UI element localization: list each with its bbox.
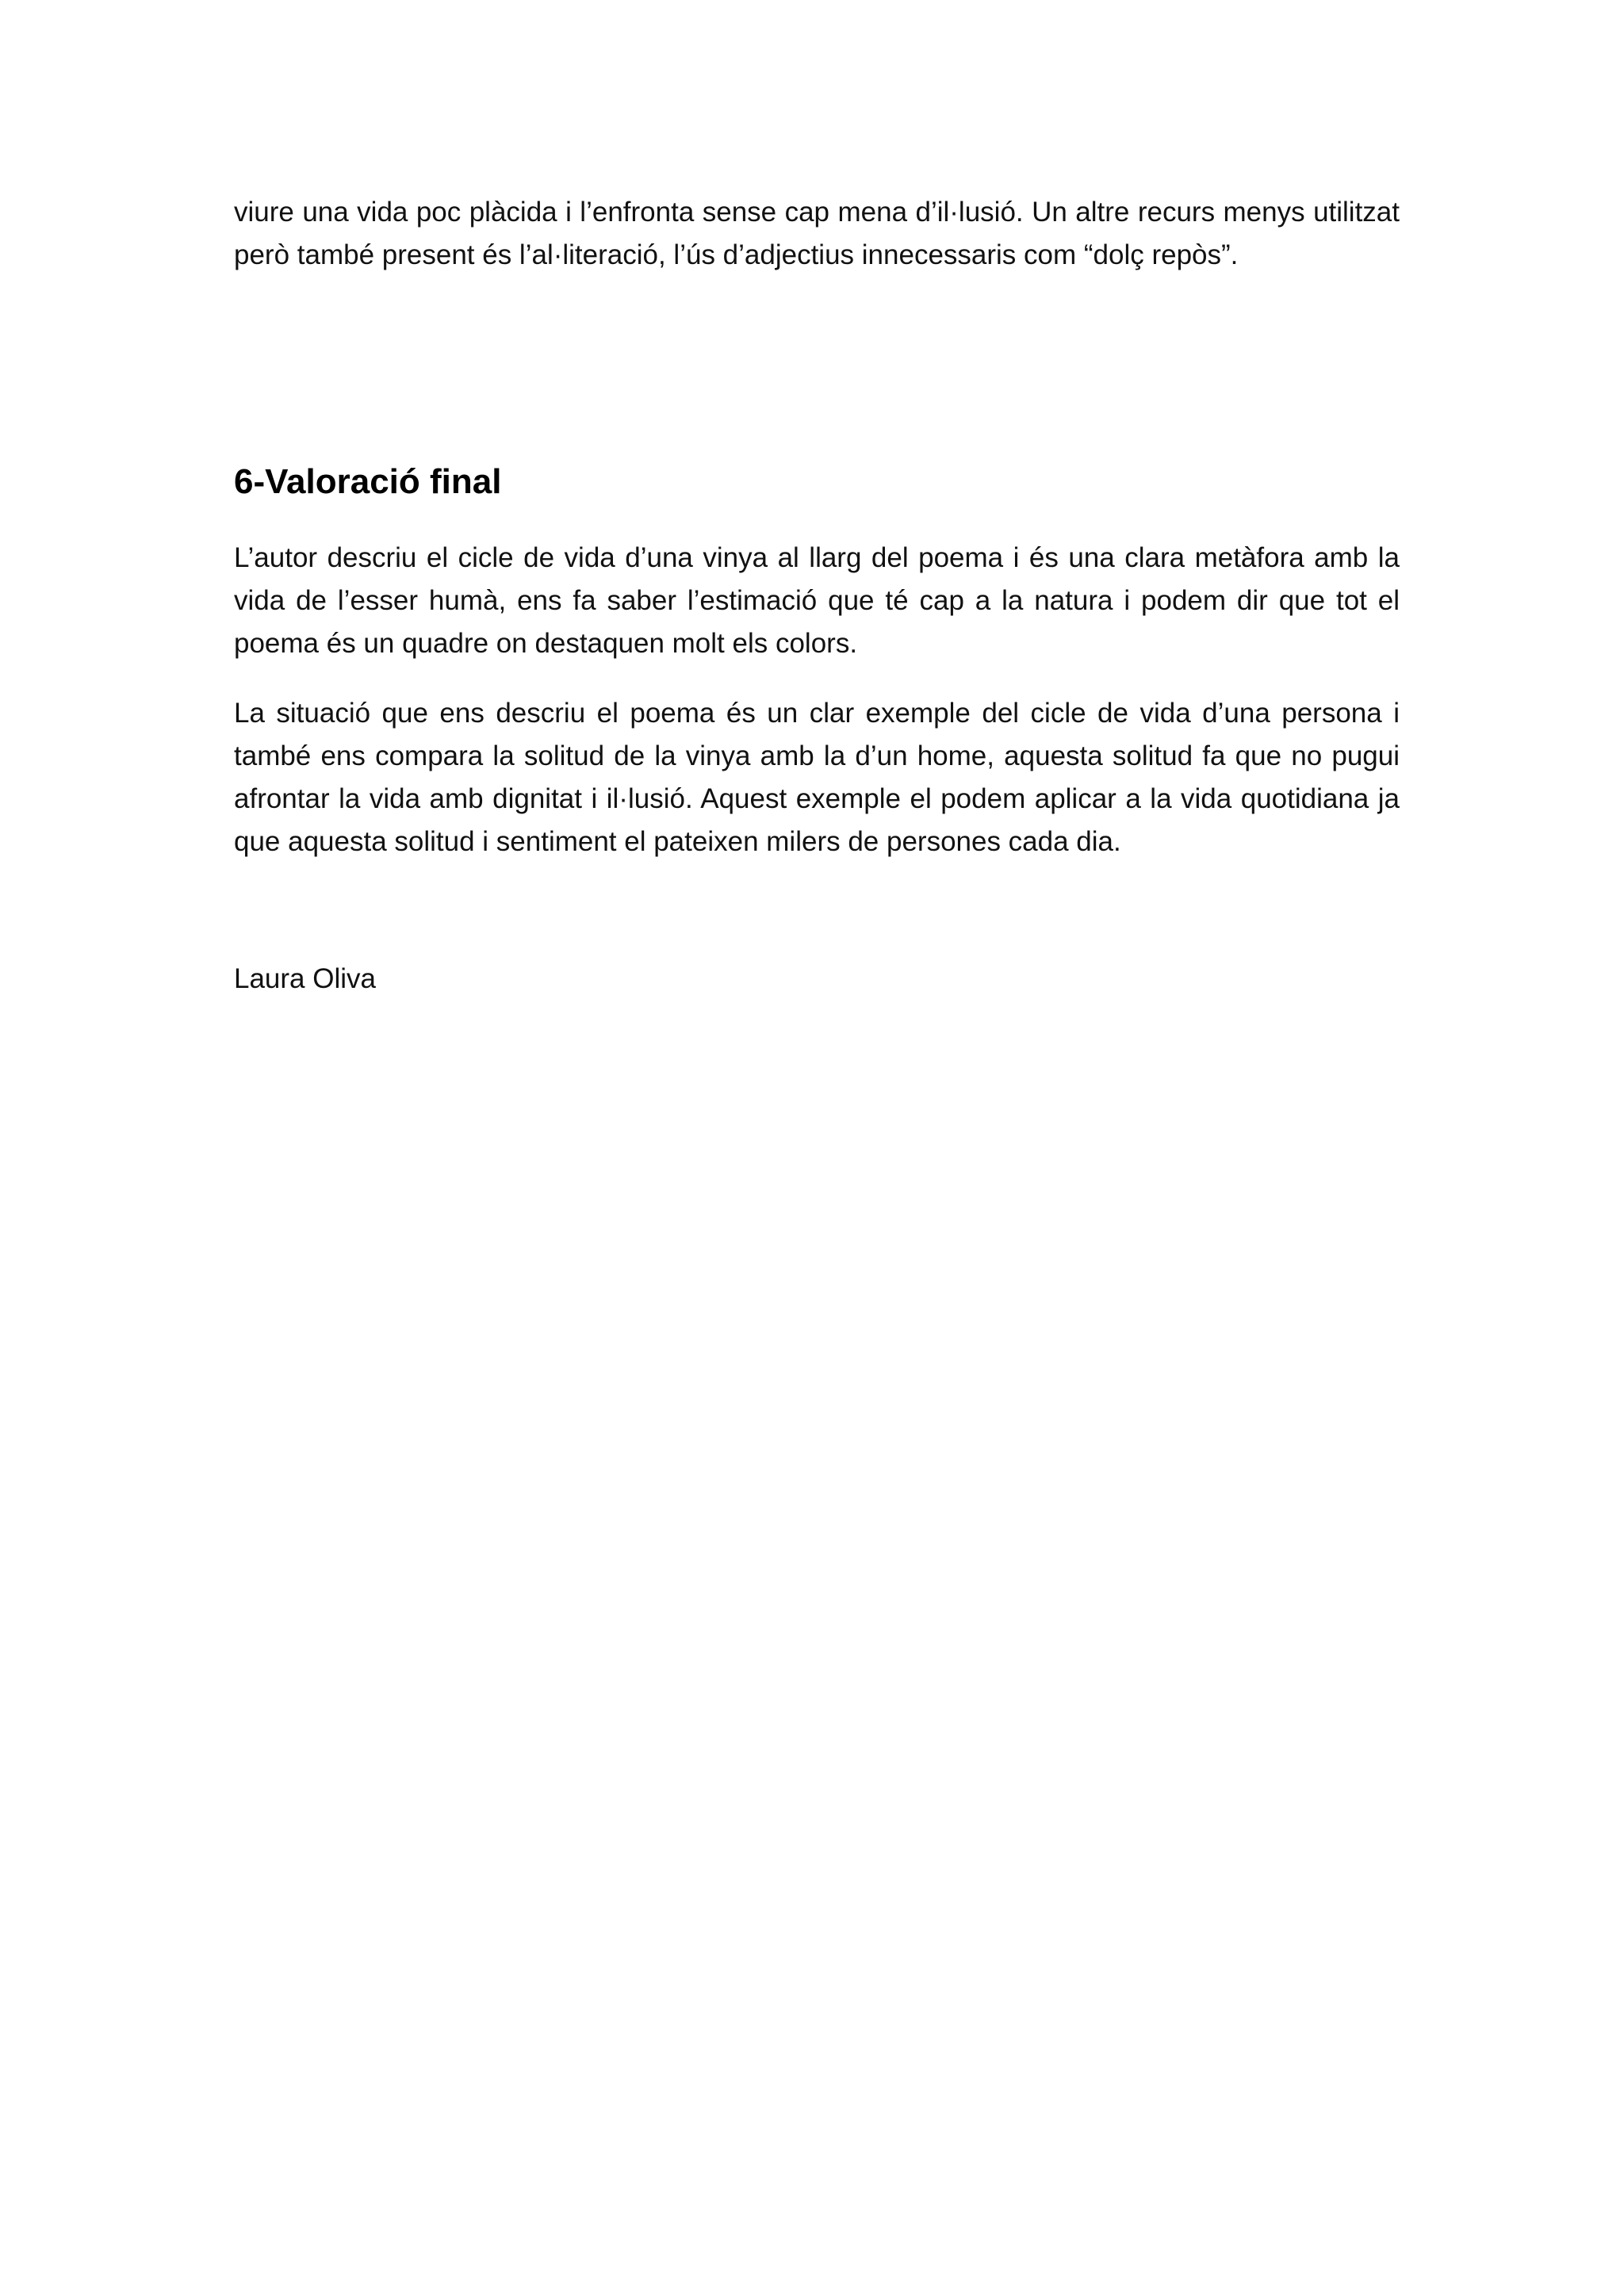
body-paragraph: L’autor descriu el cicle de vida d’una vinya al llarg del poema i és una clara metàfora amb la vida de l’esser humà, ens fa saber l’estimació que té cap a la natura i podem dir que tot el poema és un quadre on destaquen molt els colors. <box>234 542 1400 659</box>
intro-paragraph: viure una vida poc plàcida i l’enfronta sense cap mena d’il·lusió. Un altre recurs menys utilitzat però també present és l’al·literació, l’ús d’adjectius innecessaris com “dolç repòs”. <box>234 197 1400 270</box>
body-paragraph: La situació que ens descriu el poema és un clar exemple del cicle de vida d’una persona i també ens compara la solitud de la vinya amb la d’un home, aquesta solitud fa que no pugui afrontar la vida amb dignitat i il·lusió. Aquest exemple el podem aplicar a la vida quotidiana ja que aquesta solitud i sentiment el pateixen milers de persones cada dia. <box>234 698 1400 857</box>
section-heading: 6-Valoració final <box>234 462 502 501</box>
author-name: Laura Oliva <box>234 963 376 994</box>
